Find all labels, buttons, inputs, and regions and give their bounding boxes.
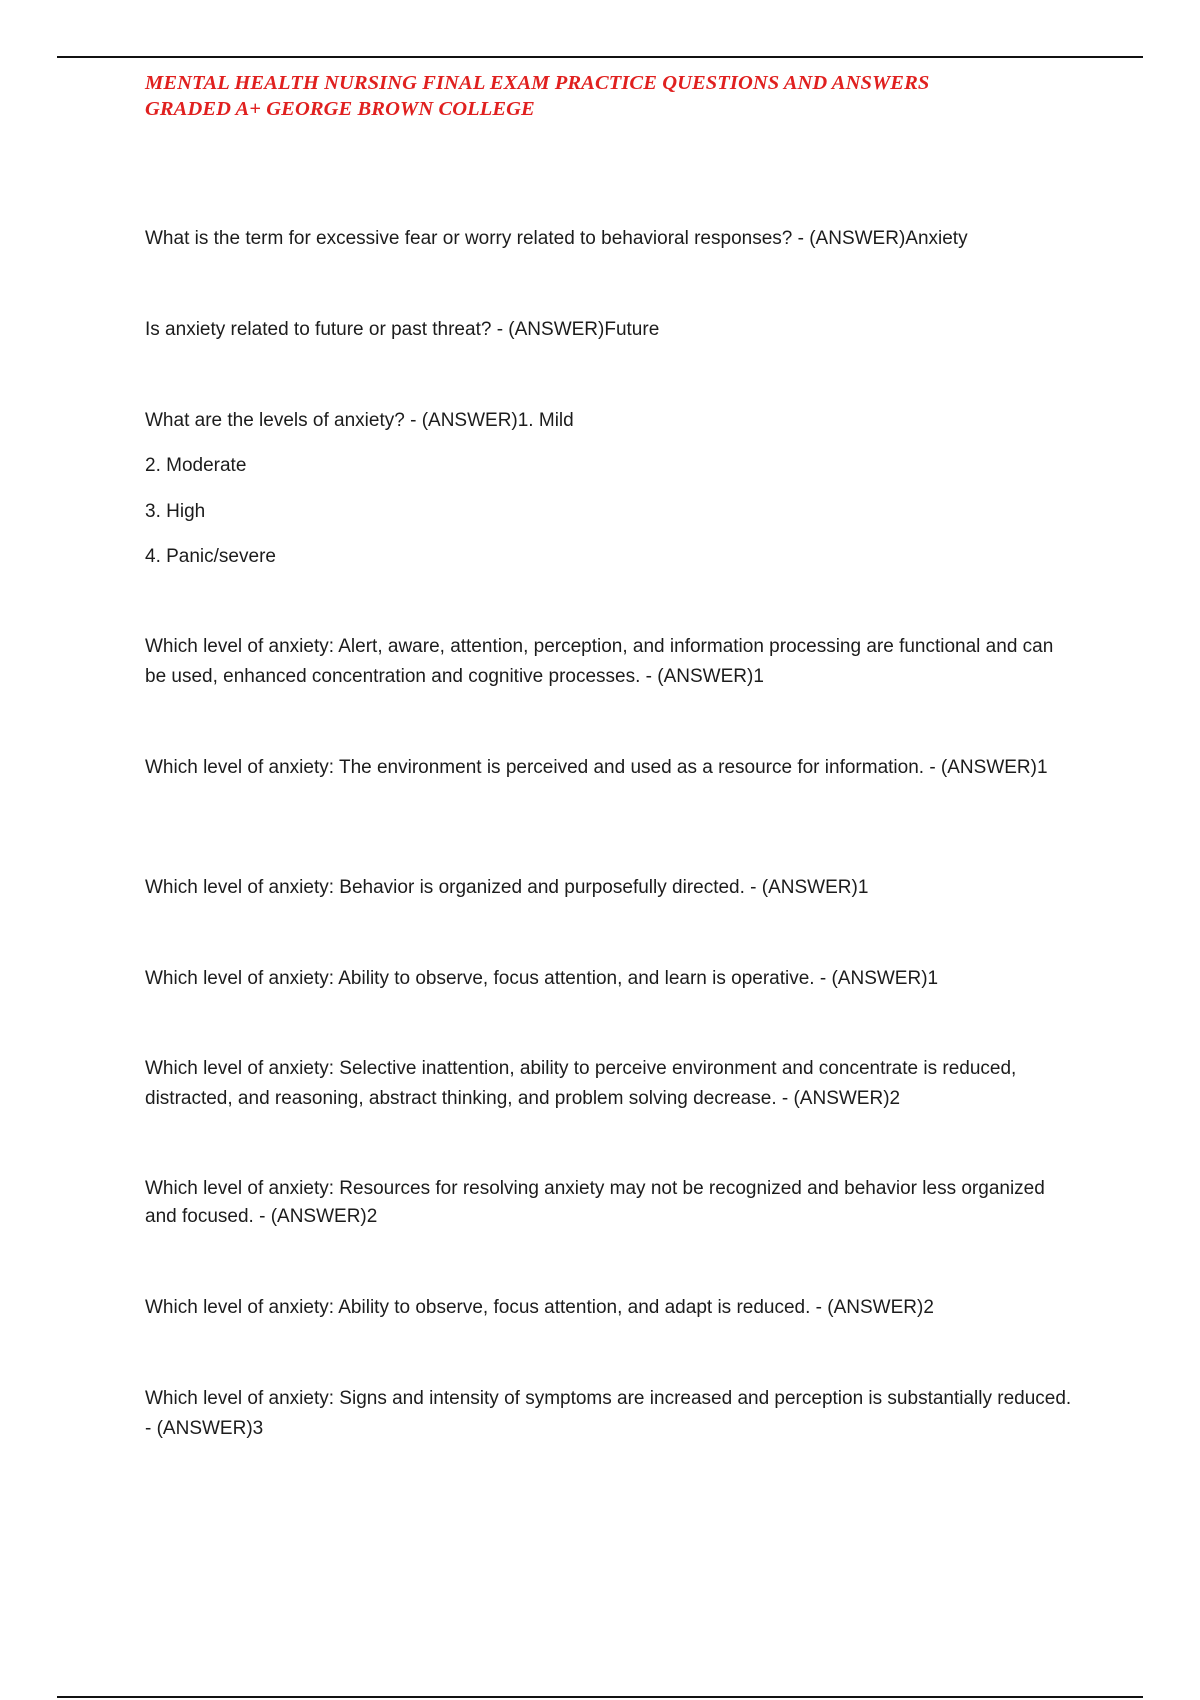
bottom-rule	[57, 1696, 1143, 1698]
list-item-high: 3. High	[145, 501, 206, 522]
qa-item-11: Which level of anxiety: Signs and intensity of symptoms are increased and perception is substantially reduced. - (ANSWER)3	[145, 1388, 1072, 1439]
list-item-moderate: 2. Moderate	[145, 455, 247, 476]
qa-item-7: Which level of anxiety: Ability to observe, focus attention, and learn is operative. - (ANSWER)1	[145, 968, 939, 989]
top-rule	[57, 56, 1143, 58]
qa-item-6: Which level of anxiety: Behavior is organized and purposefully directed. - (ANSWER)1	[145, 877, 869, 898]
document-title	[145, 70, 1045, 122]
qa-item-8: Which level of anxiety: Selective inattention, ability to perceive environment and concentrate is reduced, distracted, and reasoning, abstract thinking, and problem solving decrease. - (ANSWER)2	[145, 1058, 1017, 1109]
qa-item-5: Which level of anxiety: The environment is perceived and used as a resource for information. - (ANSWER)1	[145, 757, 1048, 778]
qa-item-9: Which level of anxiety: Resources for resolving anxiety may not be recognized and behavior less organized and focused. - (ANSWER)2	[145, 1178, 1045, 1227]
document-title-line-1: MENTAL HEALTH NURSING FINAL EXAM PRACTICE QUESTIONS AND ANSWERS	[145, 72, 930, 94]
list-item-panic: 4. Panic/severe	[145, 546, 276, 567]
qa-item-1: What is the term for excessive fear or worry related to behavioral responses? - (ANSWER)Anxiety	[145, 228, 968, 249]
qa-item-2: Is anxiety related to future or past threat? - (ANSWER)Future	[145, 319, 660, 340]
document-title-line-2: GRADED A+ GEORGE BROWN COLLEGE	[145, 98, 535, 120]
qa-item-10: Which level of anxiety: Ability to observe, focus attention, and adapt is reduced. - (ANSWER)2	[145, 1297, 934, 1318]
qa-item-3: What are the levels of anxiety? - (ANSWER)1. Mild	[145, 410, 574, 431]
qa-item-4: Which level of anxiety: Alert, aware, attention, perception, and information processing are functional and can be used, enhanced concentration and cognitive processes. - (ANSWER)1	[145, 636, 1054, 687]
